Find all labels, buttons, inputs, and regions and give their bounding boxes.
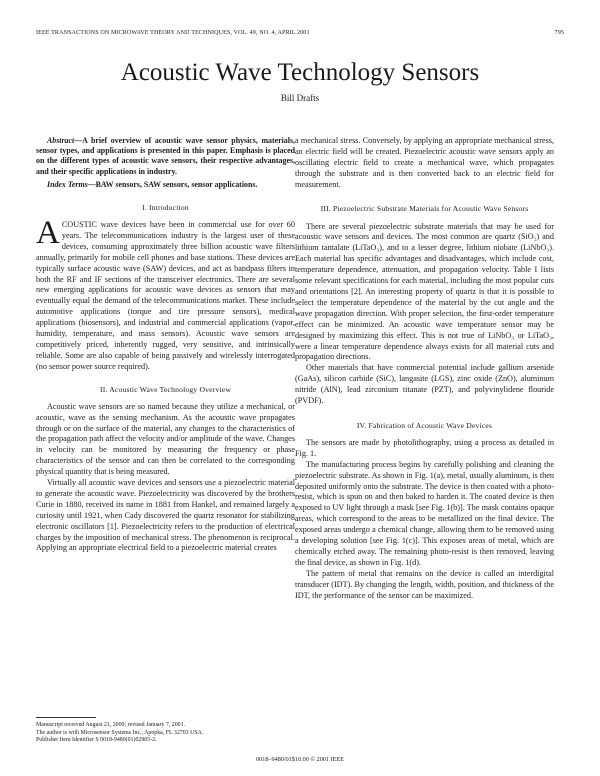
footnote xyxy=(36,722,295,745)
drop-cap: A xyxy=(36,215,60,252)
right-column xyxy=(295,136,554,602)
overview-paragraph-2: Virtually all acoustic wave devices and sensors use a piezoelectric material to generate the acoustic wave. Piezoelectricity was discovered by the brothers Curie in 1880, received its name in 1881 from Hankel, and remained largely a curiosity until 1921, when Cady discovered the quartz resonator for stabilizing electronic oscillators [1]. Piezoelectricity refers to the production of electrical charges by the imposition of mechanical stress. The phenomenon is reciprocal. Applying an appropriate electrical field to a piezoelectric material creates xyxy=(36,478,295,553)
overview-paragraph-1: Acoustic wave sensors are so named because they utilize a mechanical, or acoustic, wave as the sensing mechanism. As the acoustic wave propagates through or on the surface of the material, any changes to the characteristics of the propagation path affect the velocity and/or amplitude of the wave. Changes in velocity can be monitored by measuring the frequency or phase characteristics of the sensor and can then be correlated to the corresponding physical quantity that is being measured. xyxy=(36,401,295,477)
abstract-label: Abstract xyxy=(47,136,75,145)
substrate-paragraph-2: Other materials that have commercial potential include gallium arsenide (GaAs), silicon carbide (SiC), langasite (LGS), zinc oxide (ZnO), aluminum nitride (AlN), lead zirconium titanate (PZT), and polyvinylidene flouride (PVDF). xyxy=(295,363,554,406)
section-heading-overview: II. Acoustic Wave Technology Overview xyxy=(99,384,232,394)
index-terms xyxy=(36,180,295,190)
index-terms-label: Index Terms xyxy=(47,179,88,189)
page-number: 795 xyxy=(554,30,564,36)
section-heading-introduction: I. Introduction xyxy=(142,203,189,213)
fabrication-paragraph-3: The pattern of metal that remains on the device is called an interdigital transducer (IDT). By changing the length, width, position, and thickness of the IDT, the performance of the sensor can be maximized. xyxy=(295,568,554,600)
abstract-text: —A brief overview of acoustic wave sensor physics, materials, sensor types, and applications is presented in this paper. Emphasis is placed on the different types of acoustic wave sensors, their respective advantages, and their specific applications in industry. xyxy=(36,136,295,176)
section-heading-substrate: III. Piezoelectric Substrate Materials for Acoustic Wave Sensors xyxy=(320,203,529,213)
footnote-line: Manuscript received August 21, 2000; revised January 7, 2001. xyxy=(36,722,186,728)
fabrication-paragraph-1: The sensors are made by photolithography, using a process as detailed in Fig. 1. xyxy=(295,437,554,458)
fabrication-paragraph-2: The manufacturing process begins by carefully polishing and cleaning the piezoelectric substrate. As shown in Fig. 1(a), metal, usually aluminum, is then deposited uniformly onto the substrate. The device is then coated with a photo-resist, which is spun on and then baked to harden it. The coated device is then exposed to UV light through a mask [see Fig. 1(b)]. The mask contains opaque areas, which correspond to the areas to be metallized on the final device. The exposed areas undergo a chemical change, allowing them to be removed using a developing solution [see Fig. 1(c)]. This exposes areas of metal, which are chemically etched away. The remaining photo-resist is then removed, leaving the final device, as shown in Fig. 1(d). xyxy=(295,459,554,567)
abstract xyxy=(36,136,295,177)
running-head xyxy=(36,30,564,36)
footnote-line: The author is with Microsensor Systems Inc., Apopka, FL 32703 USA. xyxy=(36,729,204,736)
copyright-line: 0018–9480/01$10.00 © 2001 IEEE xyxy=(256,756,344,763)
index-terms-text: —BAW sensors, SAW sensors, sensor applications. xyxy=(87,179,258,189)
author-name: Bill Drafts xyxy=(280,93,320,103)
footnote-line: Publisher Item Identifier S 0018-9480(01)02905-2. xyxy=(36,737,157,744)
footnote-rule xyxy=(36,717,96,718)
left-column xyxy=(36,136,295,554)
paper-title: Acoustic Wave Technology Sensors xyxy=(120,59,480,86)
continued-paragraph: a mechanical stress. Conversely, by applying an appropriate mechanical stress, an electric field will be created. Piezoelectric acoustic wave sensors apply an oscillating electric field to create a mechanical wave, which propagates through the substrate and is then converted back to an electric field for measurement. xyxy=(295,136,554,189)
journal-name: IEEE TRANSACTIONS ON MICROWAVE THEORY AND TECHNIQUES, VOL. 49, NO. 4, APRIL 2001 xyxy=(36,30,310,36)
substrate-paragraph-1: There are several piezoelectric substrate materials that may be used for acoustic wave sensors and devices. The most common are quartz (SiO₂) and lithium tantalate (LiTaO₃), and to a lesser degree, lithium niobate (LiNbO₃). Each material has specific advantages and disadvantages, which include cost, temperature dependence, attenuation, and propagation velocity. Table I lists some relevant specifications for each material, including the most popular cuts and orientations [2]. An interesting property of quartz is that it is possible to select the temperature dependence of the material by the cut angle and the wave propagation direction. With proper selection, the first-order temperature effect can be minimized. An acoustic wave temperature sensor may be designed by maximizing this effect. This is not true of LiNbO₃ or LiTaO₃, were a linear temperature dependence always exists for all material cuts and propagation directions. xyxy=(295,221,554,362)
intro-paragraph xyxy=(36,215,295,373)
intro-paragraph-text: COUSTIC wave devices have been in commercial use for over 60 years. The telecommunications industry is the largest user of these devices, consuming approximately three billion acoustic wave filters annually, primarily for mobile cell phones and base stations. These devices are typically surface acoustic wave (SAW) devices, and act as bandpass filters in both the RF and IF sections of the transceiver electronics. There are several new emerging applications for acoustic wave devices as sensors that may eventually equal the demand of the telecommunications market. These include automotive applications (torque and tire pressure sensors), medical applications (biosensors), and industrial and commercial applications (vapor, humidity, temperature, and mass sensors). Acoustic wave sensors are competitively priced, inherently rugged, very sensitive, and intrinsically reliable. Some are also capable of being passively and wirelessly interrogated (no sensor power source required). xyxy=(36,220,295,371)
section-heading-fabrication: IV. Fabrication of Acoustic Wave Devices xyxy=(356,420,493,430)
